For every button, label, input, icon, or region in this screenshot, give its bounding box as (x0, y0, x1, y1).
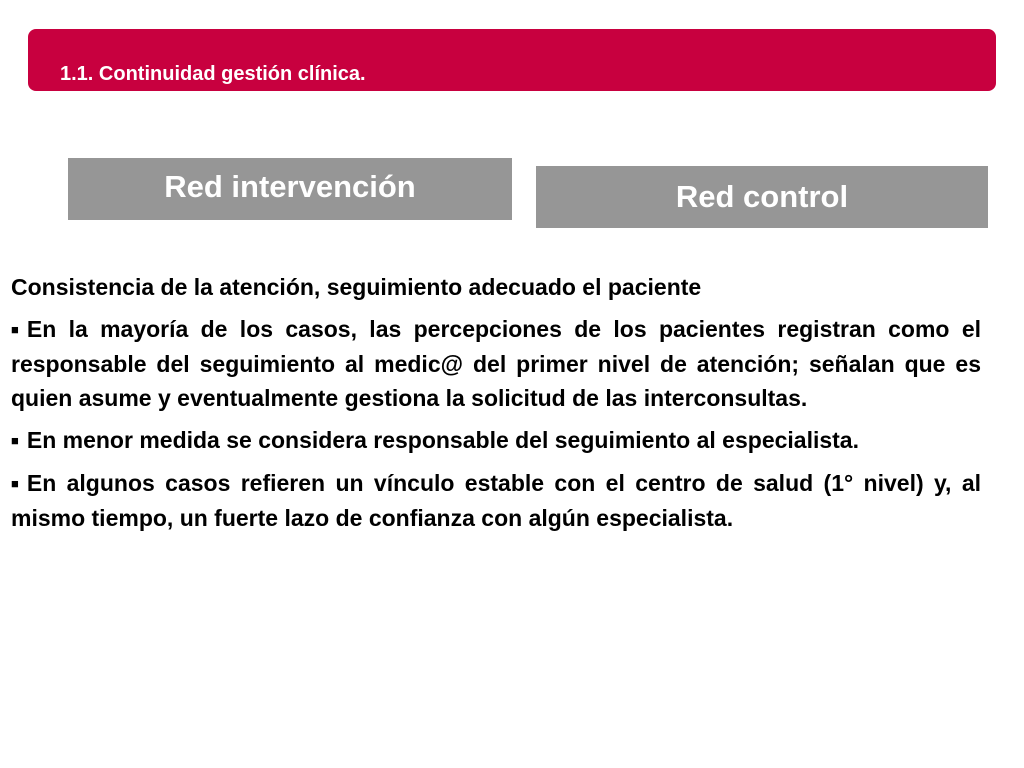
slide-title: 1.1. Continuidad gestión clínica. (60, 63, 366, 85)
slide-content (11, 270, 981, 543)
red-intervencion-box (68, 158, 512, 220)
red-intervencion-label: Red intervención (164, 169, 416, 204)
bullet-item (11, 423, 981, 458)
bullet-item (11, 312, 981, 415)
square-bullet-icon: ■ (11, 433, 19, 448)
bullet-text: En algunos casos refieren un vínculo estable con el centro de salud (1° nivel) y, al mismo tiempo, un fuerte lazo de confianza con algún especialista. (11, 470, 981, 531)
square-bullet-icon: ■ (11, 322, 19, 337)
bullet-item (11, 466, 981, 535)
bullet-text: En la mayoría de los casos, las percepciones de los pacientes registran como el responsable del seguimiento al medic@ del primer nivel de atención; señalan que es quien asume y eventualmente gestiona la solicitud de las interconsultas. (11, 316, 981, 411)
intro-text: Consistencia de la atención, seguimiento adecuado el paciente (11, 274, 702, 300)
bullet-text: En menor medida se considera responsable del seguimiento al especialista. (26, 427, 859, 453)
square-bullet-icon: ■ (11, 476, 19, 491)
red-control-box (536, 166, 988, 228)
red-control-label: Red control (675, 179, 849, 214)
